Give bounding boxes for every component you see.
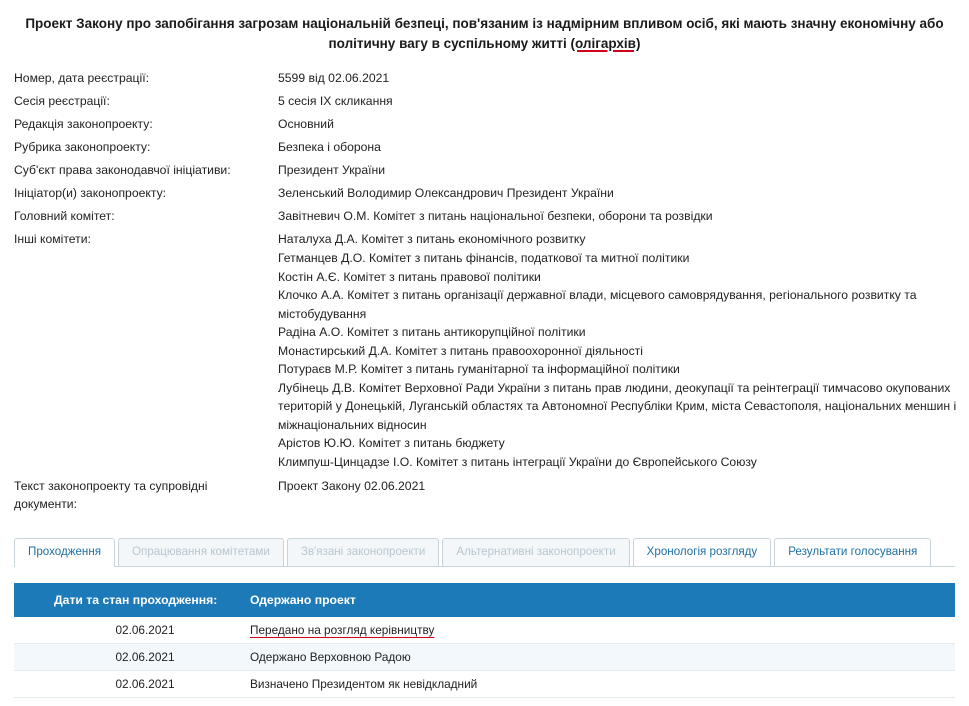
metadata-value-main-committee: Завітневич О.М. Комітет з питань національної безпеки, оборони та розвідки [278, 208, 713, 223]
tab-hronologiya-rozglyadu[interactable]: Хронологія розгляду [633, 538, 772, 566]
progress-table [14, 583, 955, 698]
metadata-row-other-committees [0, 227, 969, 473]
tab-zvyazani-zakonoproekty[interactable]: Зв'язані законопроекти [287, 538, 440, 566]
progress-row-date: 02.06.2021 [14, 671, 244, 698]
metadata-label-other-committees: Інші комітети: [14, 232, 91, 247]
committee-item: Гетманцев Д.О. Комітет з питань фінансів, податкової та митної політики [278, 251, 690, 266]
metadata-label-session: Сесія реєстрації: [14, 94, 110, 109]
tab-rezultaty-golosuvannya[interactable]: Результати голосування [774, 538, 931, 566]
committee-item: Наталуха Д.А. Комітет з питань економічного розвитку [278, 232, 586, 247]
metadata-row-session [0, 90, 969, 113]
page-title-highlight: (олігархів) [570, 35, 641, 51]
metadata-row-number [0, 67, 969, 90]
metadata-value-subject: Президент України [278, 162, 386, 177]
metadata-label-main-committee: Головний комітет: [14, 208, 115, 223]
metadata-value-initiators: Зеленський Володимир Олександрович Президент України [278, 185, 614, 200]
progress-table-head [14, 583, 955, 617]
committee-item: Потураєв М.Р. Комітет з питань гуманітарної та інформаційної політики [278, 362, 680, 377]
progress-header-dates: Дати та стан проходження: [14, 583, 244, 617]
metadata-value-documents: Проект Закону 02.06.2021 [278, 478, 426, 493]
tab-prohodzhennya[interactable]: Проходження [14, 538, 115, 567]
bill-metadata-table [0, 67, 969, 516]
table-row [14, 671, 955, 698]
progress-table-header-row [14, 583, 955, 617]
metadata-row-main-committee [0, 205, 969, 228]
progress-row-state: Одержано Верховною Радою [244, 644, 955, 671]
committee-item: Климпуш-Цинцадзе І.О. Комітет з питань інтеграції України до Європейського Союзу [278, 455, 757, 470]
progress-row-state-highlight: Передано на розгляд керівництву [250, 623, 435, 638]
page-title-main: Проект Закону про запобігання загрозам національній безпеці, пов'язаним із надмірним впливом осіб, які мають значну економічну або політичну вагу в суспільному житті [25, 16, 944, 51]
metadata-value-revision: Основний [278, 116, 334, 131]
metadata-label-rubric: Рубрика законопроекту: [14, 139, 151, 154]
tabs-container [0, 538, 969, 567]
metadata-label-number: Номер, дата реєстрації: [14, 71, 149, 86]
tab-opratsyuvannya-komitetamy[interactable]: Опрацювання комітетами [118, 538, 284, 566]
progress-row-state: Визначено Президентом як невідкладний [244, 671, 955, 698]
table-row [14, 617, 955, 644]
progress-table-container [0, 583, 969, 698]
committee-item: Костін А.Є. Комітет з питань правової політики [278, 269, 541, 284]
metadata-value-other-committees [268, 227, 969, 473]
committee-item: Лубінець Д.В. Комітет Верховної Ради України з питань прав людини, деокупації та реінтеграції тимчасово окупованих територій у Донецькій, Луганській областях та Автономної Республіки Крим, міста Севастополя, національних меншин і міжнаціональних відносин [278, 380, 957, 432]
tab-alternatyvni-zakonoproekty[interactable]: Альтернативні законопроекти [442, 538, 629, 566]
progress-table-body [14, 617, 955, 698]
metadata-row-rubric [0, 136, 969, 159]
metadata-value-session: 5 сесія IX скликання [278, 94, 393, 109]
metadata-value-number: 5599 від 02.06.2021 [278, 71, 390, 86]
tab-bar [14, 538, 955, 567]
table-row [14, 644, 955, 671]
page-title [0, 0, 969, 57]
progress-row-date: 02.06.2021 [14, 644, 244, 671]
metadata-row-initiators [0, 182, 969, 205]
committee-item: Клочко А.А. Комітет з питань організації державної влади, місцевого самоврядування, регіонального розвитку та містобудування [278, 288, 917, 321]
metadata-value-rubric: Безпека і оборона [278, 139, 381, 154]
progress-header-state: Одержано проект [244, 583, 955, 617]
committee-item: Монастирський Д.А. Комітет з питань правоохоронної діяльності [278, 343, 643, 358]
metadata-label-documents: Текст законопроекту та супровідні документи: [14, 478, 208, 512]
metadata-label-subject: Суб'єкт права законодавчої ініціативи: [14, 162, 231, 177]
metadata-row-subject [0, 159, 969, 182]
metadata-row-revision [0, 113, 969, 136]
committee-item: Арістов Ю.Ю. Комітет з питань бюджету [278, 436, 505, 451]
metadata-label-initiators: Ініціатор(и) законопроекту: [14, 185, 167, 200]
progress-row-date: 02.06.2021 [14, 617, 244, 644]
committee-item: Радіна А.О. Комітет з питань антикорупційної політики [278, 325, 586, 340]
metadata-row-documents [0, 474, 969, 517]
progress-row-state [244, 617, 955, 644]
metadata-label-revision: Редакція законопроекту: [14, 116, 153, 131]
